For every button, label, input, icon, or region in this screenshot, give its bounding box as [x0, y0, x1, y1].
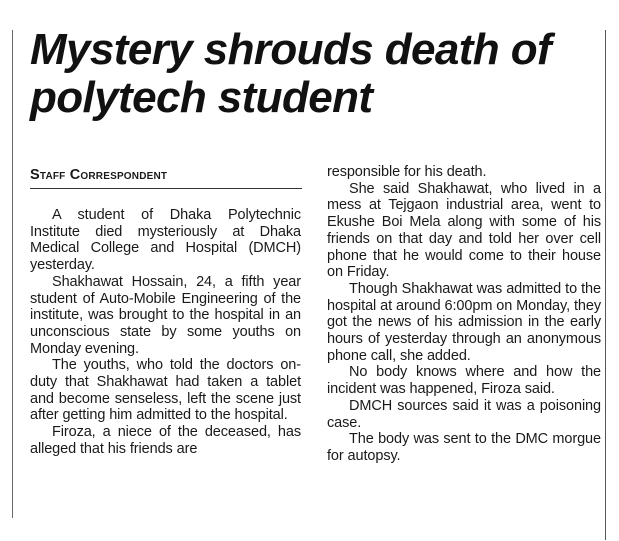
paragraph: Firoza, a niece of the deceased, has alleged that his friends are	[30, 424, 301, 457]
paragraph: No body knows where and how the incident was happened, Firoza said.	[327, 364, 601, 398]
right-column-rule	[605, 30, 606, 540]
paragraph-continued: responsible for his death.	[327, 164, 487, 180]
paragraph: A student of Dhaka Polytechnic Institute died mysteriously at Dhaka Medical College and Hospital (DMCH) yesterday.	[30, 207, 301, 274]
left-column-rule	[12, 30, 13, 518]
byline: Staff Correspondent	[30, 167, 168, 183]
paragraph: Though Shakhawat was admitted to the hospital at around 6:00pm on Monday, they got the news of his admission in the early hours of yesterday through an anonymous phone call, she added.	[327, 280, 601, 364]
byline-rule	[30, 188, 302, 189]
article-column-2	[327, 164, 601, 465]
paragraph: Shakhawat Hossain, 24, a fifth year student of Auto-Mobile Engineering of the institute, was brought to the hospital in an unconscious state by some youths on Monday evening.	[30, 273, 301, 357]
paragraph: DMCH sources said it was a poisoning case.	[327, 397, 601, 431]
paragraph: She said Shakhawat, who lived in a mess at Tejgaon industrial area, went to Ekushe Boi Mela along with some of his friends on that day and told her over cell phone that he would come to their house on Friday.	[327, 180, 601, 281]
paragraph: The youths, who told the doctors on-duty that Shakhawat had taken a tablet and become senseless, left the scene just after getting him admitted to the hospital.	[30, 357, 301, 424]
paragraph: The body was sent to the DMC morgue for autopsy.	[327, 431, 601, 464]
article-column-1	[30, 207, 301, 458]
headline: Mystery shrouds death of polytech student	[30, 25, 552, 122]
